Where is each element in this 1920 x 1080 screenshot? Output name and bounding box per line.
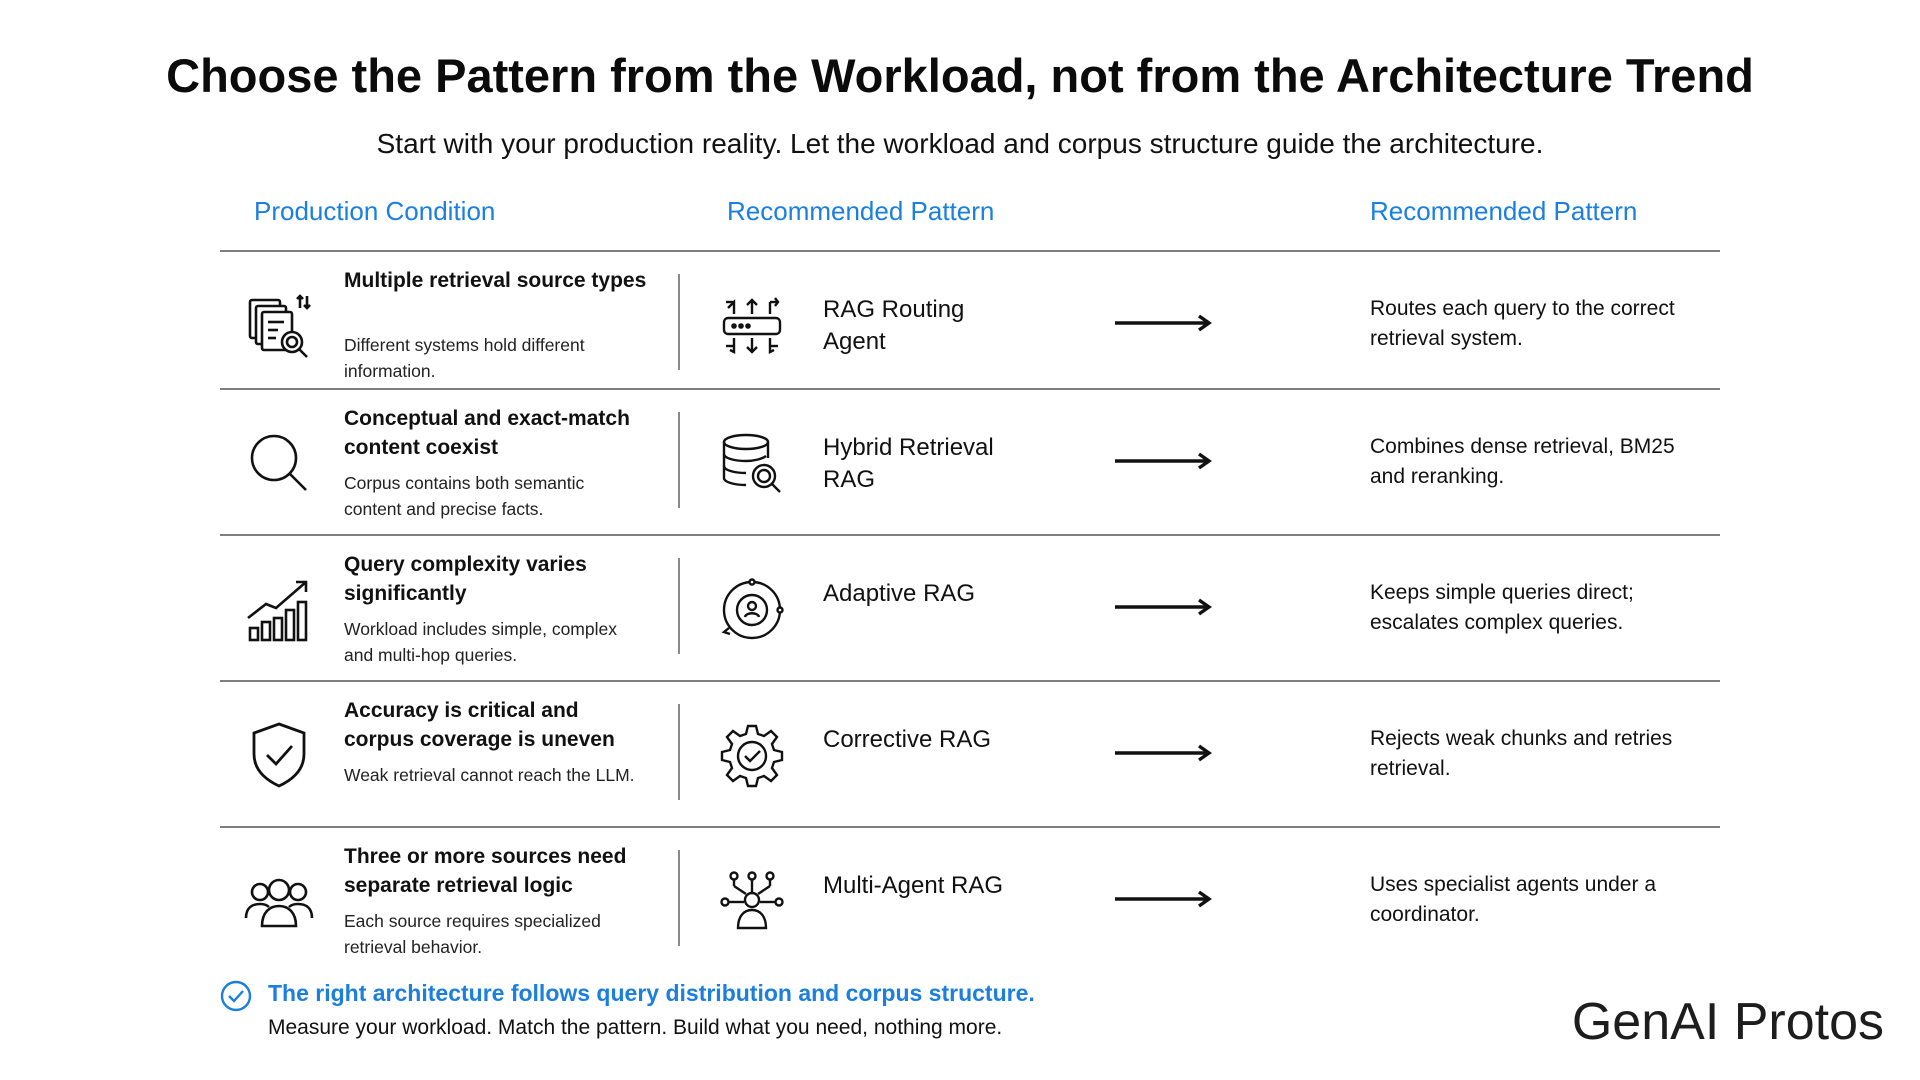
arrow-right-icon (1113, 313, 1213, 333)
footer-subtext: Measure your workload. Match the pattern. Build what you need, nothing more. (268, 1016, 1003, 1039)
pattern-name: Adaptive RAG (823, 580, 976, 607)
page-title: Choose the Pattern from the Workload, not from the Architecture Trend (166, 49, 1754, 102)
condition-title: Multiple retrieval source types (344, 269, 647, 292)
column-divider (678, 558, 680, 654)
pattern-outcome: Keeps simple queries direct; escalates complex queries. (1370, 581, 1634, 634)
router-icon (720, 294, 784, 358)
table-row (220, 830, 1720, 976)
pattern-outcome: Combines dense retrieval, BM25 and reranking. (1370, 435, 1675, 488)
divider-top (220, 250, 1720, 252)
column-divider (678, 412, 680, 508)
condition-description: Weak retrieval cannot reach the LLM. (344, 765, 635, 785)
pattern-outcome: Uses specialist agents under a coordinator. (1370, 873, 1656, 926)
condition-title: Three or more sources need separate retrieval logic (344, 845, 627, 897)
column-divider (678, 850, 680, 946)
check-circle-icon (220, 980, 252, 1012)
column-header-pattern: Recommended Pattern (727, 196, 995, 226)
pattern-outcome: Routes each query to the correct retrieval system. (1370, 297, 1675, 350)
condition-description: Workload includes simple, complex and multi-hop queries. (344, 619, 617, 665)
table-row (220, 392, 1720, 538)
column-divider (678, 274, 680, 370)
database-search-icon (720, 432, 784, 496)
condition-title: Conceptual and exact-match content coexist (344, 407, 630, 459)
growth-chart-icon (244, 574, 314, 644)
pattern-outcome: Rejects weak chunks and retries retrieval. (1370, 727, 1673, 780)
table-row (220, 538, 1720, 684)
magnifier-icon (244, 428, 314, 498)
shield-check-icon (244, 720, 314, 790)
page-subtitle: Start with your production reality. Let the workload and corpus structure guide the architecture. (376, 128, 1544, 159)
pattern-name: Multi-Agent RAG (823, 872, 1004, 899)
gear-check-icon (720, 724, 784, 788)
pattern-name: RAG Routing Agent (823, 296, 965, 355)
agent-network-icon (720, 870, 784, 934)
table-row (220, 254, 1720, 400)
arrow-right-icon (1113, 743, 1213, 763)
pattern-name: Hybrid Retrieval RAG (823, 434, 994, 493)
condition-title: Query complexity varies significantly (344, 553, 587, 605)
pattern-name: Corrective RAG (823, 726, 992, 753)
table-row (220, 684, 1720, 830)
users-group-icon (244, 866, 314, 936)
condition-description: Different systems hold different information. (344, 335, 585, 381)
documents-search-icon (244, 290, 314, 360)
column-header-outcome: Recommended Pattern (1370, 196, 1638, 226)
adaptive-gear-icon (720, 578, 784, 642)
condition-description: Corpus contains both semantic content and precise facts. (344, 473, 585, 519)
condition-description: Each source requires specialized retrieval behavior. (344, 911, 601, 957)
column-divider (678, 704, 680, 800)
footer-key-message: The right architecture follows query distribution and corpus structure. (268, 980, 1035, 1006)
arrow-right-icon (1113, 451, 1213, 471)
condition-title: Accuracy is critical and corpus coverage is uneven (344, 699, 615, 751)
brand-logo: GenAI Protos (1571, 993, 1884, 1051)
arrow-right-icon (1113, 889, 1213, 909)
arrow-right-icon (1113, 597, 1213, 617)
column-header-condition: Production Condition (254, 196, 496, 226)
